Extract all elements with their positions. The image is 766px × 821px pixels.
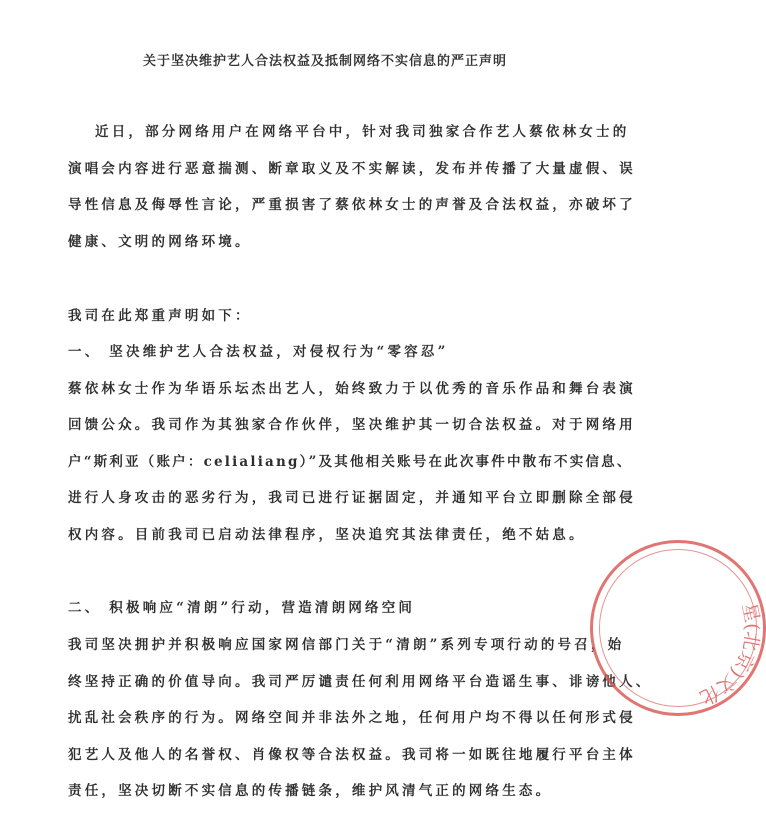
section2-heading: 二、 积极响应“清朗”行动，营造清朗网络空间 [68, 600, 416, 616]
section2-line: 我司坚决拥护并积极响应国家网信部门关于“清朗”系列专项行动的号召，始 [68, 637, 625, 653]
paragraph1-line: 近日，部分网络用户在网络平台中，针对我司独家合作艺人蔡依林女士的 [95, 124, 630, 140]
section1-line: 蔡依林女士作为华语乐坛杰出艺人，始终致力于以优秀的音乐作品和舞台表演 [68, 381, 636, 397]
section2-line: 责任，坚决切断不实信息的传播链条，维护风清气正的网络生态。 [68, 783, 553, 799]
section1-line: 回馈公众。我司作为其独家合作伙伴，坚决维护其一切合法权益。对于网络用 [68, 417, 636, 433]
section2-line: 终坚持正确的价值导向。我司严厉谴责任何利用网络平台造谣生事、诽谤他人、 [68, 674, 653, 690]
paragraph1-line: 健康、文明的网络环境。 [68, 234, 252, 250]
paragraph1-line: 演唱会内容进行恶意揣测、断章取义及不实解读，发布并传播了大量虚假、误 [68, 161, 636, 177]
section1-line: 权内容。目前我司已启动法律程序，坚决追究其法律责任，绝不姑息。 [68, 527, 586, 543]
stamp-text-icon [590, 540, 766, 716]
section1-heading: 一、 坚决维护艺人合法权益，对侵权行为“零容忍” [68, 344, 449, 360]
section1-line: 户“斯利亚（账户：celialiang）”及其他相关账号在此次事件中散布不实信息、 [68, 454, 633, 470]
document-title: 关于坚决维护艺人合法权益及抵制网络不实信息的严正声明 [142, 54, 507, 69]
section2-line: 扰乱社会秩序的行为。网络空间并非法外之地，任何用户均不得以任何形式侵 [68, 710, 636, 726]
section2-line: 犯艺人及他人的名誉权、肖像权等合法权益。我司将一如既往地履行平台主体 [68, 747, 636, 763]
svg-text:星(北京)文化: 星(北京)文化 [696, 600, 764, 709]
company-seal-stamp [590, 540, 766, 716]
section1-line: 进行人身攻击的恶劣行为，我司已进行证据固定，并通知平台立即删除全部侵 [68, 490, 636, 506]
paragraph1-line: 导性信息及侮辱性言论，严重损害了蔡依林女士的声誉及合法权益，亦破坏了 [68, 197, 636, 213]
statement-intro: 我司在此郑重声明如下： [68, 308, 252, 324]
